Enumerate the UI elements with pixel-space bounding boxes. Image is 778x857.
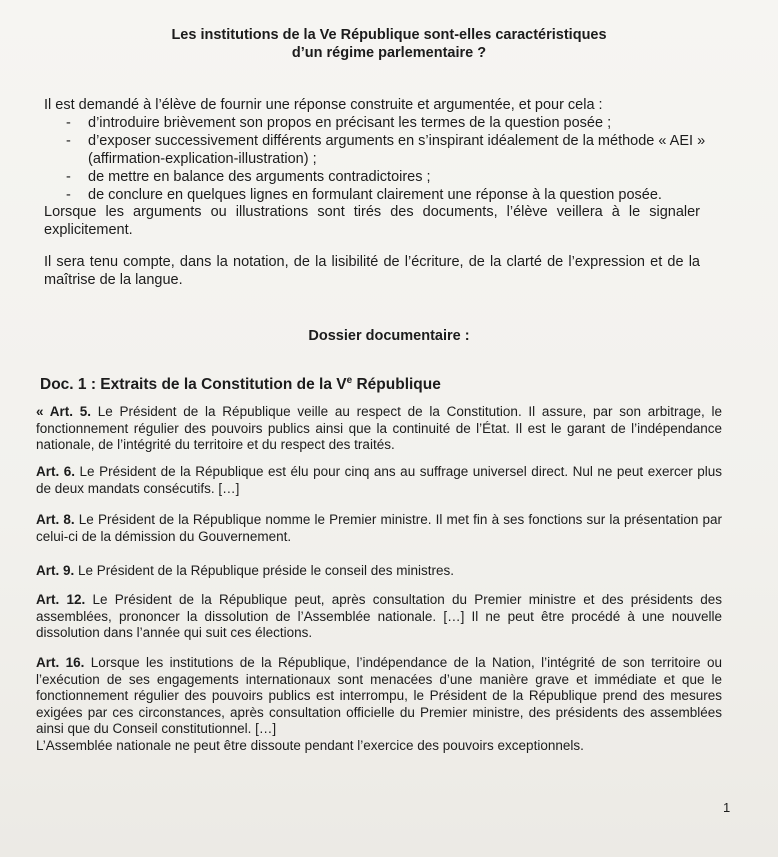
title-line-1: Les institutions de la Ve République sont-elles caractéristiques — [171, 27, 607, 43]
article-8: Art. 8. Le Président de la République nomme le Premier ministre. Il met fin à ses fonctions sur la présentation par celui-ci de la démission du Gouvernement. — [36, 512, 722, 544]
instructions — [44, 96, 748, 204]
article-9: Art. 9. Le Président de la République préside le conseil des ministres. — [36, 563, 454, 578]
list-item: - de mettre en balance des arguments contradictoires ; — [44, 168, 748, 186]
article-16-closing: L’Assemblée nationale ne peut être dissoute pendant l’exercice des pouvoirs exceptionnels. — [36, 737, 584, 753]
documents-note: Lorsque les arguments ou illustrations sont tirés des documents, l’élève veillera à le signaler explicitement. — [44, 204, 700, 238]
instructions-lead: Il est demandé à l’élève de fournir une réponse construite et argumentée, et pour cela : — [44, 97, 603, 113]
instructions-list — [44, 114, 748, 204]
title-line-2: d’un régime parlementaire ? — [291, 45, 487, 61]
page-number: 1 — [723, 800, 731, 815]
list-item: - d’introduire brièvement son propos en précisant les termes de la question posée ; — [44, 114, 748, 132]
grading-note: Il sera tenu compte, dans la notation, de la lisibilité de l’écriture, de la clarté de l’expression et de la maîtrise de la langue. — [44, 254, 700, 288]
page-title — [0, 26, 778, 62]
list-item: - d’exposer successivement différents arguments en s’inspirant idéalement de la méthode « AEI » (affirmation-explication-illustration) ; — [44, 132, 748, 168]
doc1-title: Doc. 1 : Extraits de la Constitution de la Ve République — [40, 375, 441, 394]
article-5: « Art. 5. Le Président de la République veille au respect de la Constitution. Il assure, par son arbitrage, le fonctionnement régulier des pouvoirs publics ainsi que la continuité de l’État. Il est le garant de l’indépendance nationale, de l’intégrité du territoire et du respect des traités. — [36, 404, 722, 452]
dossier-heading: Dossier documentaire : — [308, 328, 470, 344]
article-16: Art. 16. Lorsque les institutions de la République, l’indépendance de la Nation, l’intégrité de son territoire ou l’exécution de ses engagements internationaux sont menacées d’une manière grave et immédiate et que le fonctionnement régulier des pouvoirs publics est interrompu, le Président de la République prend des mesures exigées par ces circonstances, après consultation officielle du Premier ministre, des présidents des assemblées ainsi que du Conseil constitutionnel. […] L’Assemblée nationale ne peut être dissoute pendant l’exercice des pouvoirs exceptionnels. — [36, 655, 722, 753]
article-6: Art. 6. Le Président de la République est élu pour cinq ans au suffrage universel direct. Nul ne peut exercer plus de deux mandats consécutifs. […] — [36, 464, 722, 496]
article-12: Art. 12. Le Président de la République peut, après consultation du Premier ministre et des présidents des assemblées, prononcer la dissolution de l’Assemblée nationale. […] Il ne peut être procédé à une nouvelle dissolution dans l’année qui suit ces élections. — [36, 592, 722, 640]
list-item: - de conclure en quelques lignes en formulant clairement une réponse à la question posée. — [44, 186, 748, 204]
